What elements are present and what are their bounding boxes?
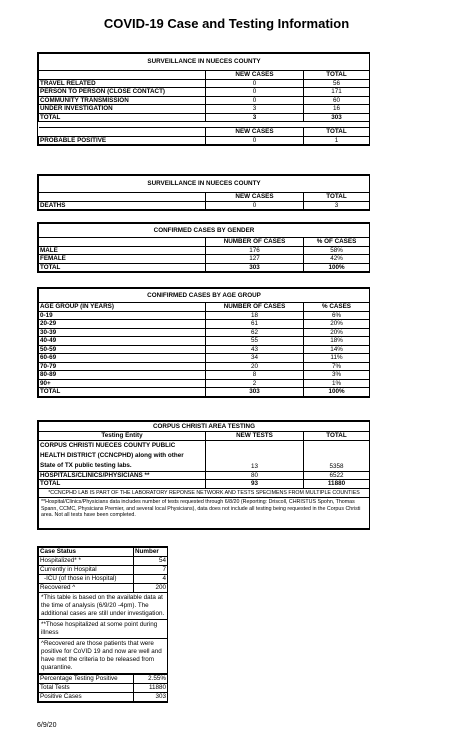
row-num: 4 bbox=[134, 575, 168, 584]
deaths-row bbox=[39, 201, 370, 210]
row-pct: 18% bbox=[304, 337, 370, 346]
age-group-table bbox=[37, 287, 370, 398]
row-total: 171 bbox=[304, 88, 370, 97]
row-value: 2.55% bbox=[134, 675, 168, 684]
col-total: TOTAL bbox=[304, 193, 370, 202]
row-num: 127 bbox=[206, 255, 304, 264]
col-age-group: AGE GROUP (IN YEARS) bbox=[39, 303, 206, 312]
total-total: 303 bbox=[304, 113, 370, 122]
row-label: Currently in Hospital bbox=[39, 566, 134, 575]
row-num: 8 bbox=[206, 371, 304, 380]
surveillance-cases-table bbox=[37, 52, 370, 146]
total-num: 303 bbox=[206, 388, 304, 397]
col-testing-entity: Testing Entity bbox=[39, 432, 206, 441]
row-label: PERSON TO PERSON (CLOSE CONTACT) bbox=[39, 88, 206, 97]
row-label: 90+ bbox=[39, 379, 206, 388]
testing-table bbox=[37, 420, 370, 530]
row-label: 60-69 bbox=[39, 354, 206, 363]
table-row bbox=[39, 311, 370, 320]
blank-cell bbox=[39, 238, 206, 247]
row-total: 60 bbox=[304, 96, 370, 105]
row-pct: 7% bbox=[304, 362, 370, 371]
row-label: Hospitalized* * bbox=[39, 557, 134, 566]
surveillance-heading: SURVEILLANCE IN NUECES COUNTY bbox=[39, 176, 370, 193]
col-new-tests: NEW TESTS bbox=[206, 432, 304, 441]
table-row bbox=[39, 354, 370, 363]
row-label: 80-89 bbox=[39, 371, 206, 380]
row-num: 62 bbox=[206, 328, 304, 337]
row-new: 3 bbox=[206, 105, 304, 114]
case-status-note-1: *This table is based on the available data at the time of analysis (6/9/20 -4pm). The additional cases are still under investigation. bbox=[39, 593, 168, 620]
table-row bbox=[39, 371, 370, 380]
row-value: 303 bbox=[134, 693, 168, 702]
probable-new: 0 bbox=[206, 136, 304, 145]
testing-heading: CORPUS CHRISTI AREA TESTING bbox=[39, 422, 370, 432]
table-row bbox=[39, 88, 370, 97]
blank-cell bbox=[39, 71, 206, 80]
deaths-new: 0 bbox=[206, 201, 304, 210]
row-label: Total Tests bbox=[39, 684, 134, 693]
table-row bbox=[39, 584, 168, 593]
row-label: 0-19 bbox=[39, 311, 206, 320]
row-num: 61 bbox=[206, 320, 304, 329]
total-label: TOTAL bbox=[39, 263, 206, 272]
row-new: 0 bbox=[206, 79, 304, 88]
table-row bbox=[39, 96, 370, 105]
row-num: 55 bbox=[206, 337, 304, 346]
testing-note-2: **Hospital/Clinics/Physicians data includes number of tests requested through 6/8/20 (Reporting: Driscoll, CHRISTUS Spohn, Thomas Spann, CCMC, Physicians Premier, and several local Physicians), data does not include all testing being requested in the Corpus Christi area. Not all tests have been completed. bbox=[39, 498, 370, 529]
row-num: 20 bbox=[206, 362, 304, 371]
row-pct: 58% bbox=[304, 246, 370, 255]
col-new-cases: NEW CASES bbox=[206, 193, 304, 202]
deaths-total: 3 bbox=[304, 201, 370, 210]
probable-label: PROBABLE POSITIVE bbox=[39, 136, 206, 145]
probable-row bbox=[39, 136, 370, 145]
probable-total: 1 bbox=[304, 136, 370, 145]
row-num: 7 bbox=[134, 566, 168, 575]
row-pct: 20% bbox=[304, 320, 370, 329]
table-row bbox=[39, 337, 370, 346]
row-num: 2 bbox=[206, 379, 304, 388]
row-label: UNDER INVESTIGATION bbox=[39, 105, 206, 114]
row-label: 20-29 bbox=[39, 320, 206, 329]
case-status-table bbox=[37, 546, 168, 675]
summary-table bbox=[37, 673, 168, 703]
footer-date: 6/9/20 bbox=[37, 722, 57, 729]
col-pct-cases: % CASES bbox=[304, 303, 370, 312]
total-row bbox=[39, 263, 370, 272]
row-num: 200 bbox=[134, 584, 168, 593]
table-row bbox=[39, 345, 370, 354]
total-new: 93 bbox=[206, 480, 304, 489]
blank-cell bbox=[39, 193, 206, 202]
col-case-status: Case Status bbox=[39, 548, 134, 557]
ccnphd-total: 5358 bbox=[304, 440, 370, 471]
table-row bbox=[39, 362, 370, 371]
row-num: 18 bbox=[206, 311, 304, 320]
row-pct: 3% bbox=[304, 371, 370, 380]
surveillance-heading: SURVEILLANCE IN NUECES COUNTY bbox=[39, 54, 370, 71]
ccnphd-label-line3: State of TX public testing labs. bbox=[40, 461, 132, 469]
blank-cell bbox=[39, 128, 206, 137]
table-row bbox=[39, 328, 370, 337]
table-row bbox=[39, 255, 370, 264]
row-label: 30-39 bbox=[39, 328, 206, 337]
ccnphd-label-line2: HEALTH DISTRICT (CCNCPHD) along with other bbox=[40, 451, 184, 459]
total-row bbox=[39, 113, 370, 122]
col-number-of-cases: NUMBER OF CASES bbox=[206, 303, 304, 312]
table-row bbox=[39, 320, 370, 329]
age-heading: CONIFIRMED CASES BY AGE GROUP bbox=[39, 289, 370, 303]
total-label: TOTAL bbox=[39, 480, 206, 489]
case-status-note-3: ^Recovered are those patients that were positive for CoVID 19 and now are well and have met the criteria to be released from quarantine. bbox=[39, 639, 168, 674]
row-num: 176 bbox=[206, 246, 304, 255]
table-row bbox=[39, 246, 370, 255]
row-label: 70-79 bbox=[39, 362, 206, 371]
total-row bbox=[39, 388, 370, 397]
hospitals-label: HOSPITALS/CLINICS/PHYSICIANS ** bbox=[39, 471, 206, 480]
case-status-note-2: **Those hospitalized at some point during illness bbox=[39, 620, 168, 639]
col-pct-of-cases: % OF CASES bbox=[304, 238, 370, 247]
total-total: 11880 bbox=[304, 480, 370, 489]
ccnphd-new: 13 bbox=[206, 440, 304, 471]
table-row bbox=[39, 675, 168, 684]
hospitals-total: 6522 bbox=[304, 471, 370, 480]
hospitals-new: 80 bbox=[206, 471, 304, 480]
row-label: FEMALE bbox=[39, 255, 206, 264]
row-total: 16 bbox=[304, 105, 370, 114]
table-row bbox=[39, 684, 168, 693]
col-number-of-cases: NUMBER OF CASES bbox=[206, 238, 304, 247]
ccnphd-row bbox=[39, 440, 370, 471]
table-row bbox=[39, 379, 370, 388]
table-row bbox=[39, 105, 370, 114]
total-label: TOTAL bbox=[39, 113, 206, 122]
row-pct: 14% bbox=[304, 345, 370, 354]
ccnphd-label-line1: CORPUS CHRISTI NUECES COUNTY PUBLIC bbox=[40, 441, 176, 449]
col-total: TOTAL bbox=[304, 432, 370, 441]
col-number: Number bbox=[134, 548, 168, 557]
table-row bbox=[39, 566, 168, 575]
row-label: 40-49 bbox=[39, 337, 206, 346]
col-new-cases: NEW CASES bbox=[206, 71, 304, 80]
col-total: TOTAL bbox=[304, 71, 370, 80]
row-pct: 20% bbox=[304, 328, 370, 337]
hospitals-row bbox=[39, 471, 370, 480]
row-label: COMMUNITY TRANSMISSION bbox=[39, 96, 206, 105]
row-label: Percentage Testing Positive bbox=[39, 675, 134, 684]
table-row bbox=[39, 693, 168, 702]
table-row bbox=[39, 557, 168, 566]
row-total: 56 bbox=[304, 79, 370, 88]
row-label: MALE bbox=[39, 246, 206, 255]
total-row bbox=[39, 480, 370, 489]
row-pct: 1% bbox=[304, 379, 370, 388]
row-new: 0 bbox=[206, 96, 304, 105]
row-pct: 11% bbox=[304, 354, 370, 363]
gender-table bbox=[37, 222, 370, 273]
page-title: COVID-19 Case and Testing Information bbox=[103, 16, 350, 31]
row-num: 54 bbox=[134, 557, 168, 566]
deaths-table bbox=[37, 174, 370, 211]
testing-note-1: *CCNCPHD LAB IS PART OF THE LABORATORY REPONSE NETWORK AND TESTS SPECIMENS FROM MULTIPLE COUNTIES bbox=[39, 488, 370, 498]
total-pct: 100% bbox=[304, 388, 370, 397]
row-label: 50-59 bbox=[39, 345, 206, 354]
total-pct: 100% bbox=[304, 263, 370, 272]
table-row bbox=[39, 575, 168, 584]
row-label: TRAVEL RELATED bbox=[39, 79, 206, 88]
row-num: 34 bbox=[206, 354, 304, 363]
row-num: 43 bbox=[206, 345, 304, 354]
total-label: TOTAL bbox=[39, 388, 206, 397]
col-new-cases: NEW CASES bbox=[206, 128, 304, 137]
total-num: 303 bbox=[206, 263, 304, 272]
gender-heading: CONFIRMED CASES BY GENDER bbox=[39, 224, 370, 238]
row-pct: 6% bbox=[304, 311, 370, 320]
row-label: Positive Cases bbox=[39, 693, 134, 702]
row-new: 0 bbox=[206, 88, 304, 97]
table-row bbox=[39, 79, 370, 88]
col-total: TOTAL bbox=[304, 128, 370, 137]
row-value: 11880 bbox=[134, 684, 168, 693]
row-pct: 42% bbox=[304, 255, 370, 264]
row-label: -ICU (of those in Hospital) bbox=[39, 575, 134, 584]
row-label: Recovered ^ bbox=[39, 584, 134, 593]
total-new: 3 bbox=[206, 113, 304, 122]
deaths-label: DEATHS bbox=[39, 201, 206, 210]
